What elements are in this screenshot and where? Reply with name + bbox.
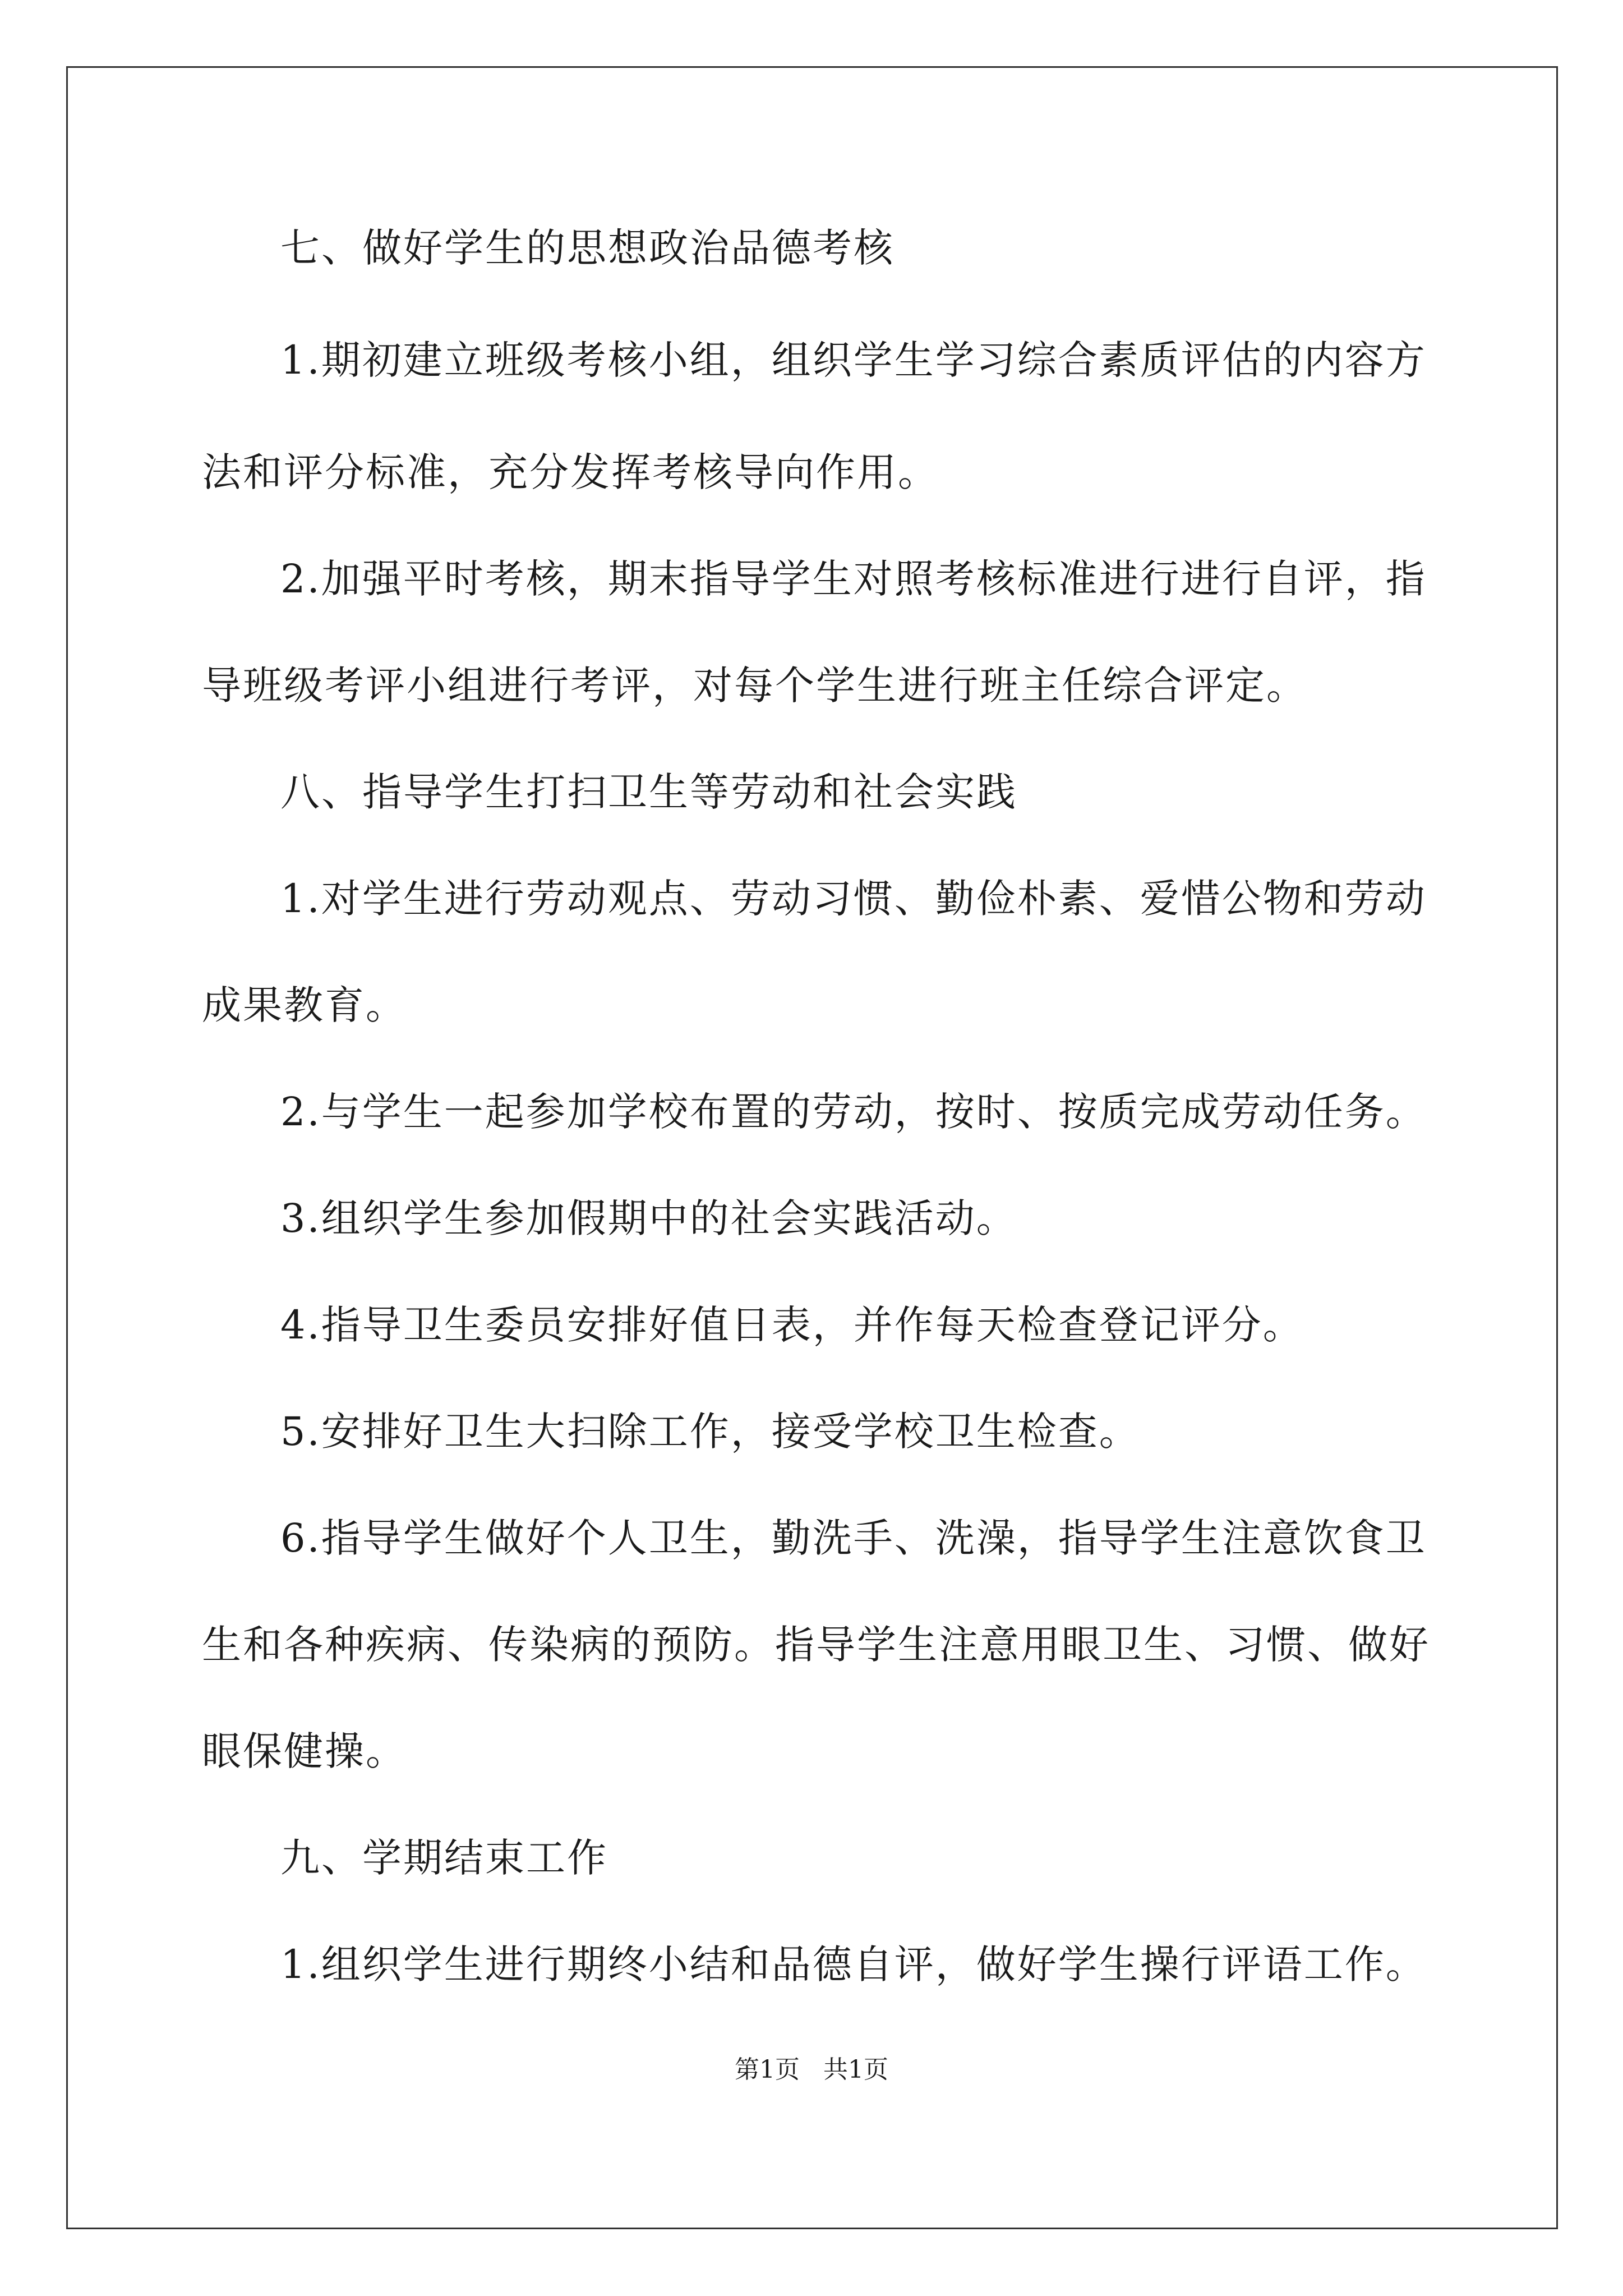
paragraph-line: 6.指导学生做好个人卫生，勤洗手、洗澡，指导学生注意饮食卫: [280, 1515, 1427, 1561]
paragraph-line: 2.加强平时考核，期末指导学生对照考核标准进行进行自评，指: [280, 556, 1427, 602]
paragraph-line: 4.指导卫生委员安排好值日表，并作每天检查登记评分。: [280, 1302, 1304, 1348]
section-heading-8: 八、指导学生打扫卫生等劳动和社会实践: [280, 769, 1017, 815]
paragraph-line: 1.期初建立班级考核小组，组织学生学习综合素质评估的内容方: [280, 337, 1427, 383]
paragraph-line: 1.组织学生进行期终小结和品德自评，做好学生操行评语工作。: [280, 1941, 1427, 1987]
page-number-footer: 第1页 共1页: [735, 2055, 888, 2084]
paragraph-line: 生和各种疾病、传染病的预防。指导学生注意用眼卫生、习惯、做好: [202, 1622, 1430, 1668]
paragraph-line: 2.与学生一起参加学校布置的劳动，按时、按质完成劳动任务。: [280, 1089, 1427, 1135]
paragraph-line: 3.组织学生参加假期中的社会实践活动。: [280, 1195, 1017, 1241]
paragraph-line: 成果教育。: [202, 982, 407, 1028]
paragraph-line: 眼保健操。: [202, 1728, 407, 1774]
paragraph-line: 法和评分标准，充分发挥考核导向作用。: [202, 449, 939, 495]
section-heading-7: 七、做好学生的思想政治品德考核: [280, 225, 895, 271]
paragraph-line: 导班级考评小组进行考评，对每个学生进行班主任综合评定。: [202, 662, 1307, 708]
section-heading-9: 九、学期结束工作: [280, 1835, 608, 1881]
paragraph-line: 1.对学生进行劳动观点、劳动习惯、勤俭朴素、爱惜公物和劳动: [280, 876, 1427, 922]
page-border: [66, 66, 1558, 2229]
paragraph-line: 5.安排好卫生大扫除工作，接受学校卫生检查。: [280, 1409, 1140, 1455]
